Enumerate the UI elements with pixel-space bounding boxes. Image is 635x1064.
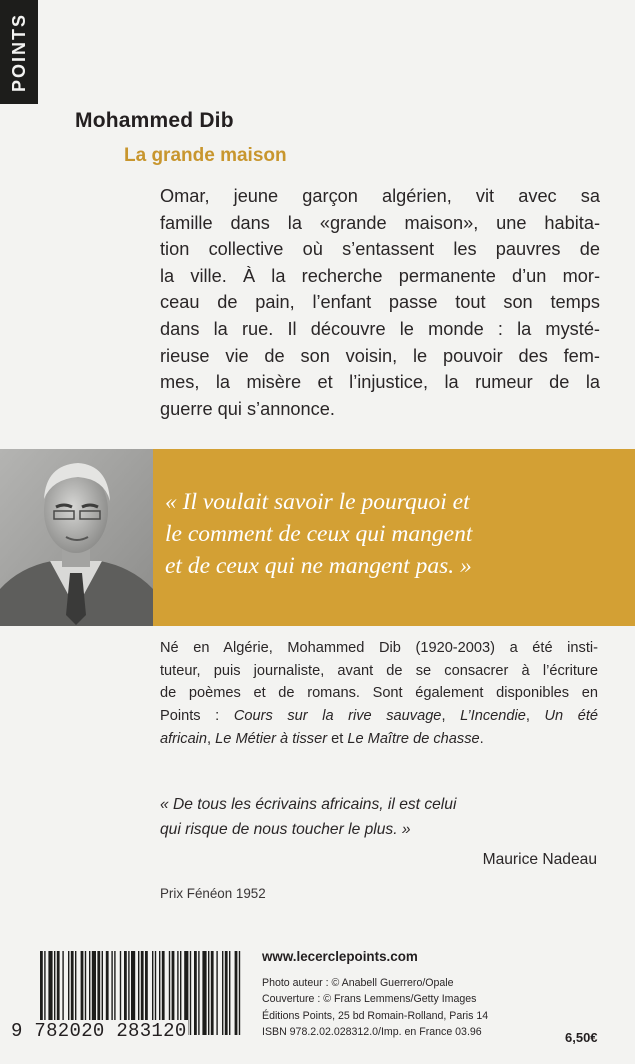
barcode-bar (216, 951, 217, 1035)
featured-quote-line: le comment de ceux qui mangent (165, 521, 473, 547)
review-quote (160, 792, 456, 842)
book-ref: Cours sur la rive sauvage (233, 708, 442, 725)
barcode-bar (239, 951, 240, 1035)
credit-line: Couverture : © Frans Lemmens/Getty Images (262, 993, 477, 1006)
bio-line: tuteur, puis journaliste, avant de se consacrer à l’écriture (160, 662, 598, 679)
featured-quote-line: et de ceux qui ne mangent pas. » (165, 553, 472, 579)
book-title: La grande maison (124, 145, 287, 166)
barcode-bar (198, 951, 199, 1035)
barcode-bar (190, 951, 191, 1035)
synopsis-line: dans la rue. Il découvre le monde : la mysté- (160, 318, 600, 339)
barcode-bar (202, 951, 206, 1035)
author-portrait-image (0, 449, 153, 626)
price: 6,50€ (565, 1030, 598, 1045)
author-photo (0, 449, 153, 626)
review-line: « De tous les écrivains africains, il est celui (160, 796, 457, 813)
barcode-bar (211, 951, 214, 1035)
bio-line: africain, Le Métier à tisser et Le Maître de chasse. (160, 730, 484, 747)
barcode-bar (222, 951, 223, 1035)
book-ref: Le Métier à tisser (215, 730, 328, 747)
author-name: Mohammed Dib (75, 109, 234, 132)
featured-quote-line: « Il voulait savoir le pourquoi et (165, 489, 470, 515)
book-ref: Un été (544, 708, 599, 725)
bio-line: de poèmes et de romans. Sont également disponibles en (160, 685, 598, 702)
barcode-number: 9 782020 283120 (11, 1020, 187, 1042)
barcode-bar (225, 951, 228, 1035)
barcode-bar (235, 951, 238, 1035)
bio-line: Né en Algérie, Mohammed Dib (1920-2003) a été insti- (160, 640, 598, 656)
series-logo-text: POINTS (8, 12, 29, 92)
synopsis-line: Omar, jeune garçon algérien, vit avec sa (160, 186, 600, 206)
synopsis-line: ceau de pain, l’enfant passe tout son temps (160, 292, 600, 313)
bio-line: Points : Cours sur la rive sauvage, L’Incendie, Un été (160, 708, 599, 725)
credit-line: ISBN 978.2.02.028312.0/Imp. en France 03.96 (262, 1025, 482, 1038)
review-line: qui risque de nous toucher le plus. » (160, 821, 411, 838)
synopsis-line: tion collective où s’entassent les pauvres de (160, 239, 600, 260)
synopsis (160, 183, 600, 422)
barcode-bar (194, 951, 197, 1035)
reviewer-name: Maurice Nadeau (482, 851, 597, 868)
barcode-bar (229, 951, 230, 1035)
synopsis-line: rieuse vie de son voisin, le pouvoir des fem- (160, 345, 600, 366)
prize: Prix Fénéon 1952 (160, 886, 266, 901)
author-biography (160, 637, 598, 751)
synopsis-line: mes, la misère et l’injustice, la rumeur de la (160, 372, 600, 393)
series-logo-tab (0, 0, 38, 104)
synopsis-line: la ville. À la recherche permanente d’un mor- (160, 265, 600, 286)
book-ref: Le Maître de chasse (347, 730, 480, 747)
synopsis-line: famille dans la «grande maison», une habita- (160, 212, 600, 233)
publisher-website[interactable]: www.lecerclepoints.com (262, 949, 418, 964)
featured-quote (165, 486, 472, 582)
book-ref: L’Incendie (460, 708, 526, 725)
credit-line: Photo auteur : © Anabell Guerrero/Opale (262, 977, 454, 989)
credits (262, 975, 488, 1040)
barcode-bar (208, 951, 209, 1035)
book-ref: africain (160, 730, 208, 747)
synopsis-line: guerre qui s’annonce. (160, 398, 335, 419)
credit-line: Éditions Points, 25 bd Romain-Rolland, Paris 14 (262, 1009, 489, 1022)
